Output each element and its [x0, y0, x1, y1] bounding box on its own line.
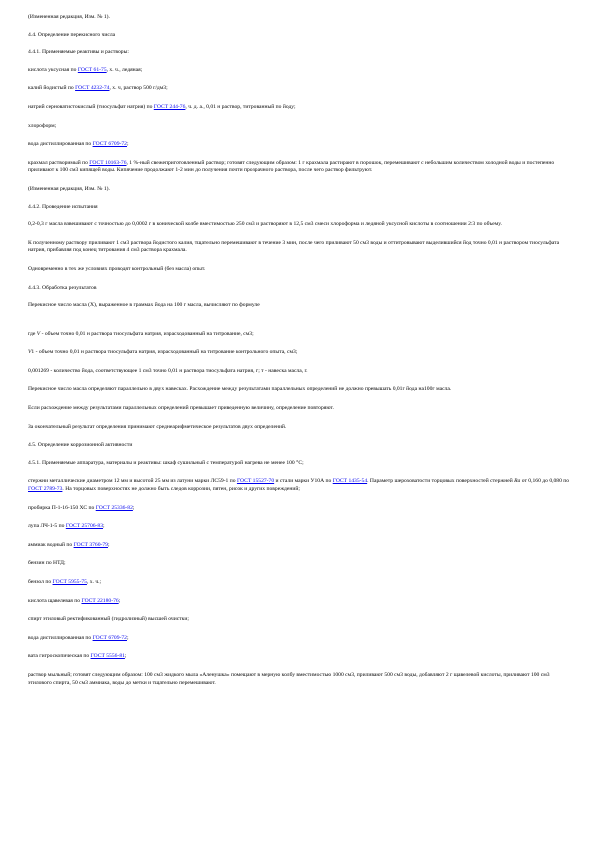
subsection-4-4-1: 4.4.1. Применяемые реактивы и растворы:	[28, 49, 129, 56]
gost-link[interactable]: ГОСТ 25706-83	[65, 523, 104, 530]
list-item: бензин по НТД;	[28, 560, 66, 567]
list-item: хлороформ;	[28, 122, 57, 129]
gost-link[interactable]: ГОСТ 5955-75	[52, 579, 87, 585]
gost-link[interactable]: ГОСТ 15527-70	[236, 478, 275, 485]
paragraph: 4.5.1. Применяемые аппаратура, материалы и реактивы: шкаф сушильный с температурой нагрева не менее 100 °С;	[28, 459, 304, 466]
gost-link[interactable]: ГОСТ 244-76	[153, 103, 186, 110]
section-title-4-5: 4.5. Определение коррозионной активности	[28, 442, 133, 449]
gost-link[interactable]: ГОСТ 3760-79	[73, 541, 108, 548]
gost-link[interactable]: ГОСТ 1435-54	[332, 478, 368, 485]
list-item: раствор мыльный; готовят следующим образом: 100 см3 жидкого мыла «Аленушка» помещают в мерную колбу вместимостью 1000 см3, приливают 500 см3 воды, добавляют 2 г щавелевой кислоты, приливают 100 см3 этилового спирта, 50 см3 аммиака, воды до метки и тщательно перемешивают.	[28, 671, 550, 686]
gost-link[interactable]: ГОСТ 6709-72	[92, 634, 127, 641]
gost-link[interactable]: ГОСТ 10163-76	[89, 159, 127, 166]
list-item: крахмал растворимый по ГОСТ 10163-76, 1 %-ный свежеприготовленный раствор; готовят следующим образом: 1 г крахмала растирают в порошок, перемешивают с небольшим количеством холодной воды и постепенно приливают к 100 см3 кипящей воды. Кипячение продолжают 1-2 мин до получения почти прозрачного раствора, после чего раствор фильтруют.	[28, 159, 555, 174]
subsection-4-4-2: 4.4.2. Проведение испытания	[28, 203, 98, 210]
gost-link[interactable]: ГОСТ 5556-81	[90, 653, 125, 660]
paragraph: 0,2-0,3 г масла взвешивают с точностью до 0,0002 г в конической колбе вместимостью 250 см3 и растворяют в 12,5 см3 смеси хлороформа и ледяной уксусной кислоты в соотношении 2:3 по объему.	[28, 221, 502, 228]
list-item: кислота щавелевая по ГОСТ 22180-76;	[28, 597, 121, 604]
paragraph: Одновременно в тех же условиях проводят контрольный (без масла) опыт.	[28, 265, 206, 272]
paragraph: Перекисное число масла (Х), выраженное в граммах йода на 100 г масла, вычисляют по формуле	[28, 302, 260, 309]
paragraph: Если расхождение между результатами параллельных определений превышает приведенную величину, определение повторяют.	[28, 405, 334, 412]
list-item: лупа ЛЧ-1-5 по ГОСТ 25706-83;	[28, 523, 105, 530]
paragraph: За окончательный результат определения принимают среднеарифметическое результатов двух определений.	[28, 423, 287, 430]
revision-note: (Измененная редакция, Изм. № 1).	[28, 185, 110, 192]
gost-link[interactable]: ГОСТ 4232-74	[75, 85, 110, 92]
gost-link[interactable]: ГОСТ 22180-76	[81, 597, 119, 604]
subsection-4-4-3: 4.4.3. Обработка результатов	[28, 284, 97, 291]
formula-legend: 0,001269 - количество йода, соответствующее 1 см3 точно 0,01 н раствора тиосульфата натрия, г; т - навеска масла, г.	[28, 367, 308, 374]
gost-link[interactable]: ГОСТ 61-75	[77, 66, 107, 73]
list-item: спирт этиловый ректификованный (гидролизный) высшей очистки;	[28, 616, 189, 623]
list-item: вода дистиллированная по ГОСТ 6709-72;	[28, 634, 129, 641]
list-item: натрий серноватистокислый (тиосульфат натрия) по ГОСТ 244-76, ч. д. а., 0,01 н раствор, титрованный по йоду;	[28, 103, 296, 110]
paragraph: Перекисное число масла определяют параллельно в двух навесках. Расхождение между результатами параллельных определений не должно превышать 0,01г йода на100г масла.	[28, 386, 452, 393]
list-item: бензол по ГОСТ 5955-75, х. ч.;	[28, 579, 102, 585]
gost-link[interactable]: ГОСТ 2789-73	[28, 486, 63, 493]
gost-link[interactable]: ГОСТ 25336-82	[95, 504, 133, 511]
revision-note: (Измененная редакция, Изм. № 1).	[28, 14, 110, 20]
list-item: калий йодистый по ГОСТ 4232-74, х. ч, раствор 500 г/дм3;	[28, 85, 168, 92]
formula-legend: где V - объем точно 0,01 н раствора тиосульфата натрия, израсходованный на титрование, см3;	[28, 330, 254, 337]
document-page	[28, 14, 573, 698]
list-item: пробирка П-1-16-150 ХС по ГОСТ 25336-82;	[28, 504, 135, 511]
list-item: кислота уксусная по ГОСТ 61-75, х. ч., ледяная;	[28, 66, 143, 73]
list-item: стержни металлические диаметром 12 мм и высотой 25 мм из латуни марки ЛС59-1 по ГОСТ 15527-70 и стали марки У10А по ГОСТ 1435-54. Параметр шероховатости торцовых поверхностей стержней Ra от 0,160 до 0,080 по ГОСТ 2789-73. На торцовых поверхностях не должно быть следов коррозии, пятен, рисок и других повреждений;	[28, 478, 570, 493]
paragraph: К полученному раствору приливают 1 см3 раствора йодистого калия, тщательно перемешивают в течение 3 мин, после чего приливают 50 см3 воды и оттитровывают выделившийся йод точно 0,01 н раствором тиосульфата натрия, прибавляя под конец титрования 4 см3 раствора крахмала.	[28, 239, 560, 254]
section-title-4-4: 4.4. Определение перекисного числа	[28, 31, 116, 38]
list-item: вода дистиллированная по ГОСТ 6709-72;	[28, 141, 129, 148]
list-item: аммиак водный по ГОСТ 3760-79;	[28, 541, 110, 548]
formula-legend: V1 - объем точно 0,01 н раствора тиосульфата натрия, израсходованный на титрование контрольного опыта, см3;	[28, 349, 298, 356]
list-item: вата гигроскопическая по ГОСТ 5556-81;	[28, 653, 127, 660]
gost-link[interactable]: ГОСТ 6709-72	[92, 141, 127, 148]
